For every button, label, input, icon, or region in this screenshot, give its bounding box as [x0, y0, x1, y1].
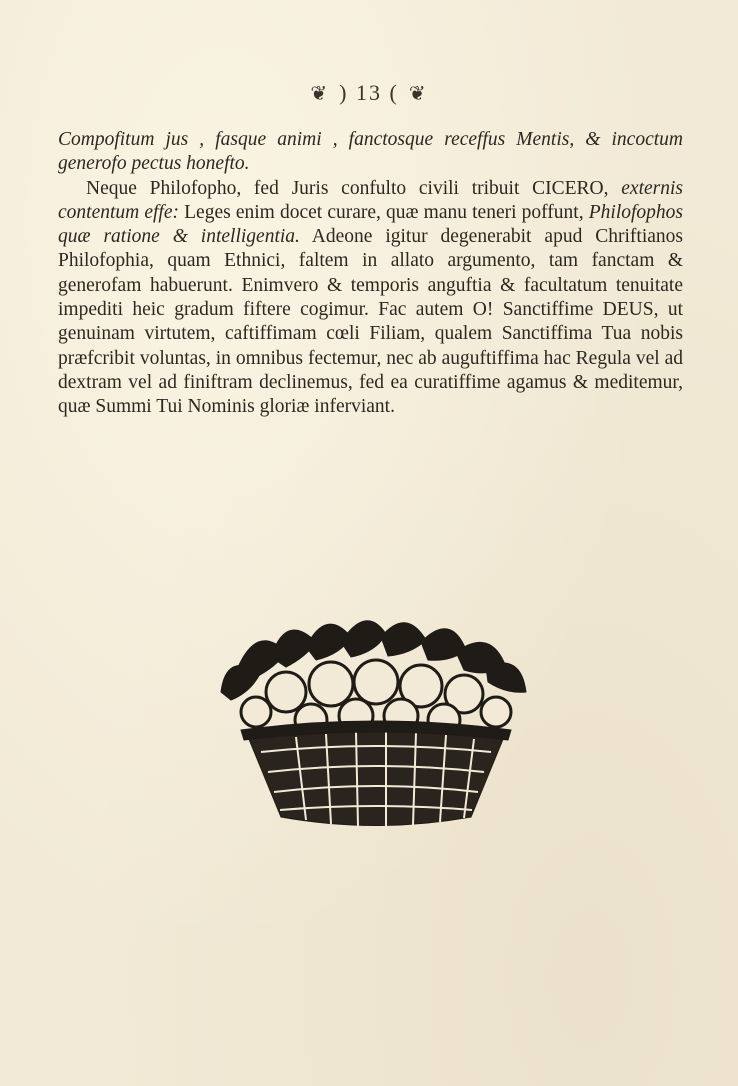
italic-segment: externis contentum effe: [58, 177, 683, 223]
verse-quotation: Compofitum jus , fasque animi , fanctosque receffus Mentis, & incoctum generofo pectus honefto. [58, 129, 683, 175]
text-segment: Neque Philofopho, fed Juris confulto civili tribuit CICERO, [86, 177, 622, 199]
page-number: ) 13 ( [339, 80, 399, 105]
ornament-left-icon: ❦ [310, 83, 330, 105]
text-segment: Adeone igitur degenerabit apud Chriftianos Philofophia, quam Ethnici, faltem in allato argumento, tam fanctam & generofam habuerunt. Enimvero & temporis anguftia & facultatum tenuitate impediti heic gradum fiftere cogimur. Fac autem O! Sanctiffime DEUS, ut genuinam virtutem, caftiffimam cœli Filiam, qualem Sanctiffima Tua nobis præfcribit voluntas, in omnibus fectemur, nec ab auguftiffima hac Regula vel ad dextram vel ad finiftram declinemus, fed ea curatiffime agamus & meditemur, quæ Summi Tui Nominis gloriæ inferviant. [58, 226, 683, 418]
flower-basket-icon [216, 612, 536, 837]
ornament-right-icon: ❦ [408, 83, 428, 105]
paragraph [58, 177, 683, 420]
italic-segment: Philofophos quæ ratione & intelligentia. [58, 201, 683, 248]
body-text [58, 128, 683, 420]
text-segment: Leges enim docet curare, quæ manu teneri poffunt, [179, 201, 589, 223]
page-header [0, 80, 738, 106]
